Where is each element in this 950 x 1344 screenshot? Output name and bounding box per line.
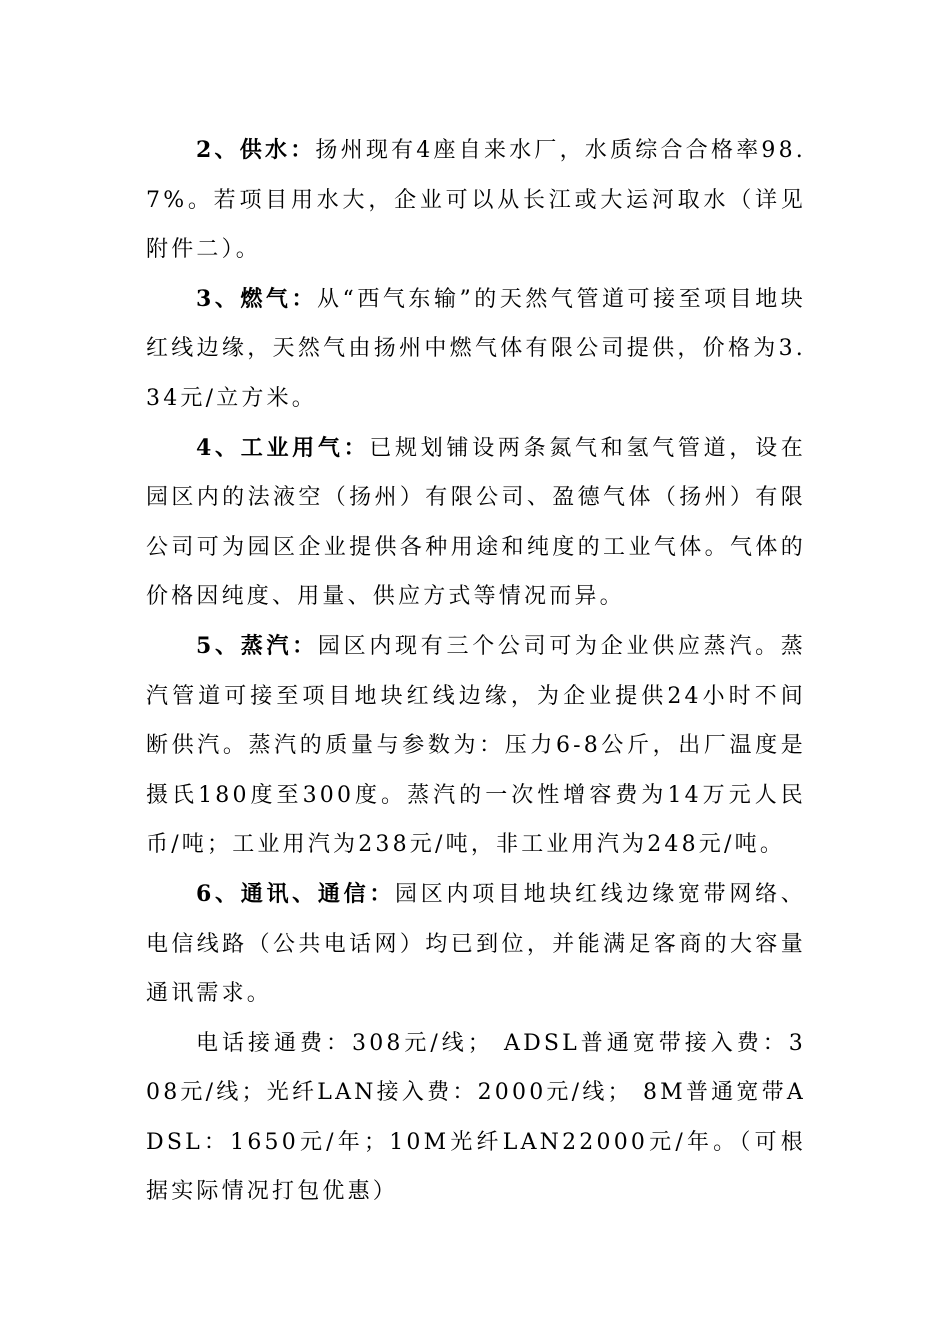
paragraph-text: 园区内项目地块红线边缘宽带网络、电信线路（公共电话网）均已到位，并能满足客商的大容量通讯需求。: [146, 881, 806, 1007]
paragraph-text: 扬州现有4座自来水厂，水质综合合格率98.7%。若项目用水大，企业可以从长江或大运河取水（详见附件二）。: [146, 138, 806, 263]
paragraph-steam: [146, 622, 806, 870]
section-heading: 4、工业用气：: [196, 434, 370, 461]
paragraph-industrial-gas: [146, 424, 806, 622]
paragraph-gas: [146, 275, 806, 424]
document-page: [146, 126, 806, 1217]
paragraph-water-supply: [146, 126, 806, 275]
section-heading: 5、蒸汽：: [196, 632, 318, 659]
paragraph-telecom-fees: [146, 1019, 806, 1217]
paragraph-text: 电话接通费：308元/线； ADSL普通宽带接入费：308元/线；光纤LAN接入费：2000元/线； 8M普通宽带ADSL：1650元/年；10M光纤LAN22000元/年。（可根据实际情况打包优惠）: [146, 1030, 806, 1205]
paragraph-text: 从“西气东输”的天然气管道可接至项目地块红线边缘，天然气由扬州中燃气体有限公司提供，价格为3.34元/立方米。: [146, 286, 806, 411]
paragraph-text: 园区内现有三个公司可为企业供应蒸汽。蒸汽管道可接至项目地块红线边缘，为企业提供24小时不间断供汽。蒸汽的质量与参数为：压力6-8公斤，出厂温度是摄氏180度至300度。蒸汽的一次性增容费为14万元人民币/吨；工业用汽为238元/吨，非工业用汽为248元/吨。: [146, 633, 806, 858]
paragraph-text: 已规划铺设两条氮气和氢气管道，设在园区内的法液空（扬州）有限公司、盈德气体（扬州）有限公司可为园区企业提供各种用途和纯度的工业气体。气体的价格因纯度、用量、供应方式等情况而异。: [146, 435, 806, 610]
section-heading: 3、燃气：: [196, 285, 318, 312]
section-heading: 6、通讯、通信：: [196, 880, 396, 907]
paragraph-telecom: [146, 870, 806, 1019]
section-heading: 2、供水：: [196, 137, 316, 163]
